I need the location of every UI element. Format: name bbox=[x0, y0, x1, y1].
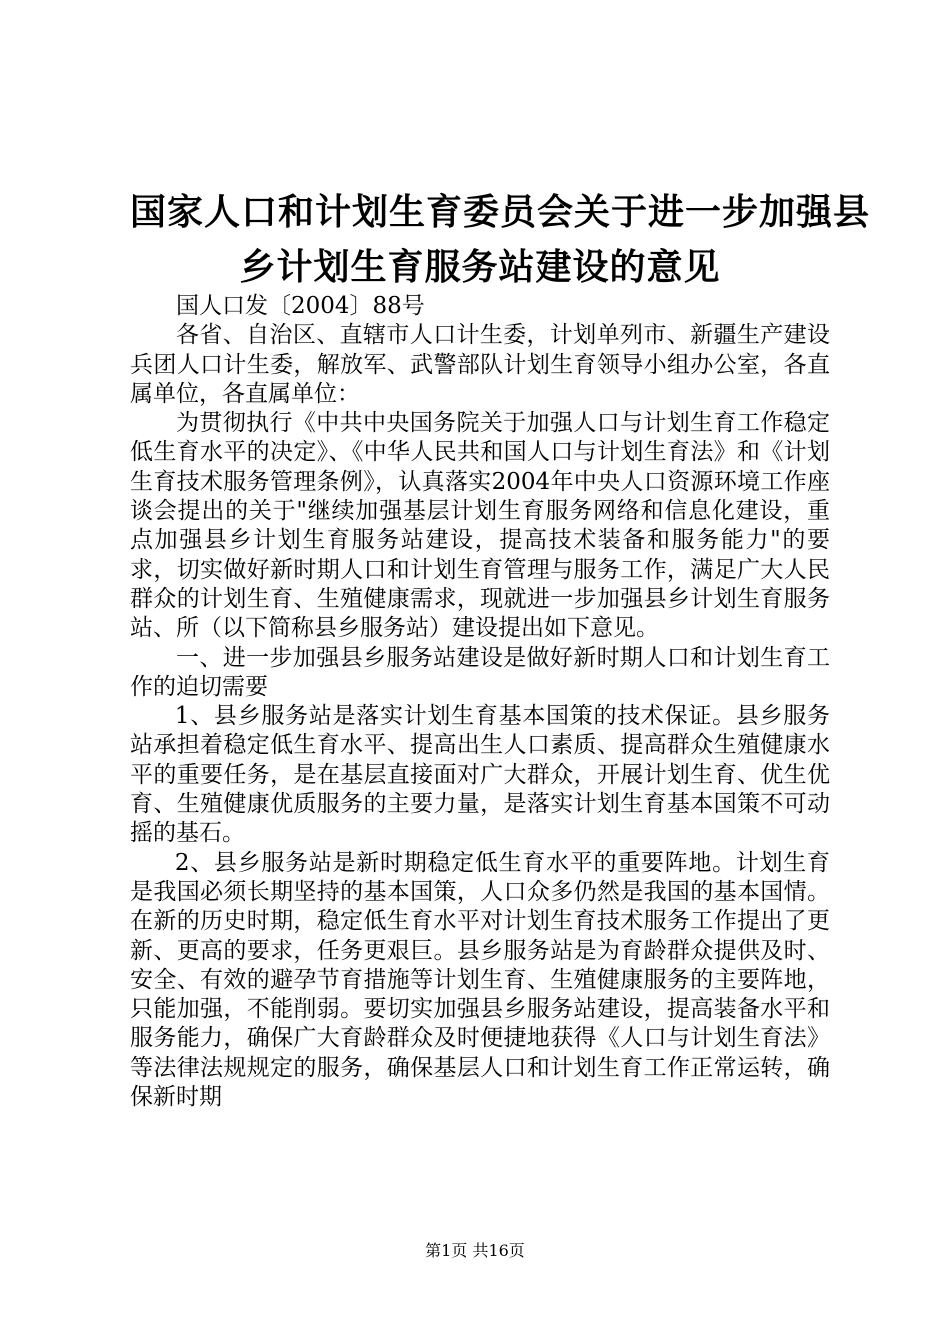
point-2-paragraph: 2、县乡服务站是新时期稳定低生育水平的重要阵地。计划生育是我国必须长期坚持的基本国策，人口众多仍然是我国的基本国情。在新的历史时期，稳定低生育水平对计划生育技术服务工作提出了更新、更高的要求，任务更艰巨。县乡服务站是为育龄群众提供及时、安全、有效的避孕节育措施等计划生育、生殖健康服务的主要阵地，只能加强，不能削弱。要切实加强县乡服务站建设，提高装备水平和服务能力，确保广大育龄群众及时便捷地获得《人口与计划生育法》等法律法规规定的服务，确保基层人口和计划生育工作正常运转，确保新时期 bbox=[130, 849, 830, 1111]
intro-paragraph: 为贯彻执行《中共中央国务院关于加强人口与计划生育工作稳定低生育水平的决定》、《中华人民共和国人口与计划生育法》和《计划生育技术服务管理条例》，认真落实2004年中央人口资源环境工作座谈会提出的关于"继续加强基层计划生育服务网络和信息化建设，重点加强县乡计划生育服务站建设，提高技术装备和服务能力"的要求，切实做好新时期人口和计划生育管理与服务工作，满足广大人民群众的计划生育、生殖健康需求，现就进一步加强县乡计划生育服务站、所（以下简称县乡服务站）建设提出如下意见。 bbox=[130, 410, 830, 642]
section-heading-1: 一、进一步加强县乡服务站建设是做好新时期人口和计划生育工作的迫切需要 bbox=[130, 644, 830, 700]
document-body bbox=[130, 292, 830, 1112]
document-number: 国人口发〔2004〕88号 bbox=[176, 293, 425, 319]
point-1-paragraph: 1、县乡服务站是落实计划生育基本国策的技术保证。县乡服务站承担着稳定低生育水平、提高出生人口素质、提高群众生殖健康水平的重要任务，是在基层直接面对广大群众，开展计划生育、优生优育、生殖健康优质服务的主要力量，是落实计划生育基本国策不可动摇的基石。 bbox=[130, 703, 830, 847]
document-title-line-2: 乡计划生育服务站建设的意见 bbox=[239, 246, 721, 288]
addressee-paragraph: 各省、自治区、直辖市人口计生委，计划单列市、新疆生产建设兵团人口计生委，解放军、武警部队计划生育领导小组办公室，各直属单位，各直属单位： bbox=[130, 322, 830, 407]
page-number-footer: 第1页 共16页 bbox=[425, 1241, 525, 1260]
document-title-line-1: 国家人口和计划生育委员会关于进一步加强县 bbox=[130, 191, 871, 233]
